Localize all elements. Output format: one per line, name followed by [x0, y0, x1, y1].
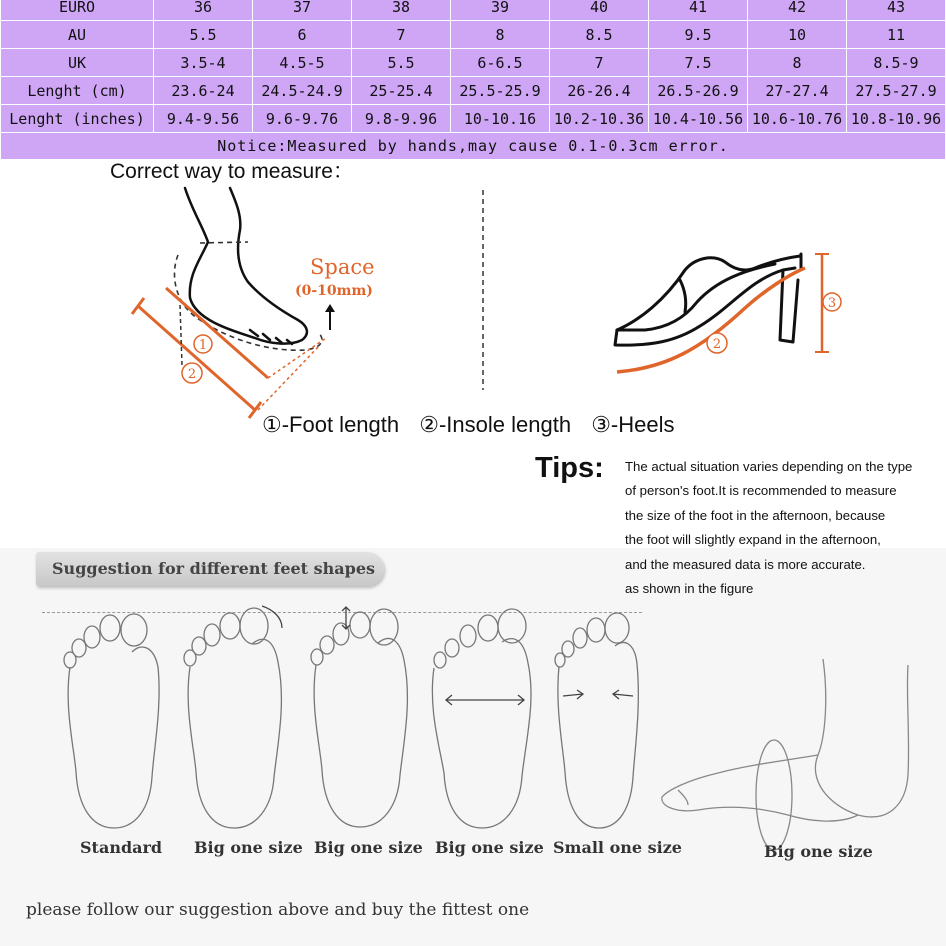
table-cell: 39 — [451, 0, 550, 21]
table-cell: 10-10.16 — [451, 105, 550, 133]
table-row — [1, 49, 946, 77]
tips-line: the foot will slightly expand in the afternoon, — [625, 532, 881, 548]
table-cell: 10.2-10.36 — [550, 105, 649, 133]
table-cell: 9.6-9.76 — [253, 105, 352, 133]
table-row — [1, 105, 946, 133]
table-cell: 8 — [748, 49, 847, 77]
table-cell: 9.4-9.56 — [154, 105, 253, 133]
table-cell: 9.5 — [649, 21, 748, 49]
size-table — [0, 0, 946, 160]
marker-2-label: 2 — [187, 367, 197, 382]
foot-label-standard: Standard — [80, 838, 163, 857]
tips-label: Tips: — [535, 452, 604, 484]
foot-label-big-one-size: Big one size — [435, 838, 544, 857]
notice-text: Notice:Measured by hands,may cause 0.1-0.3cm error. — [1, 133, 946, 160]
marker-2-label: 2 — [712, 337, 722, 352]
table-cell: 8.5 — [550, 21, 649, 49]
marker-3-label: 3 — [827, 296, 837, 311]
table-cell: 25-25.4 — [352, 77, 451, 105]
table-cell: 7 — [550, 49, 649, 77]
heel-shoe-illustration — [605, 240, 855, 385]
table-cell: 11 — [847, 21, 946, 49]
table-cell: 25.5-25.9 — [451, 77, 550, 105]
tips-line: as shown in the figure — [625, 581, 754, 597]
table-cell: 36 — [154, 0, 253, 21]
measure-legend — [262, 412, 688, 438]
table-cell: 10.6-10.76 — [748, 105, 847, 133]
row-label: UK — [1, 49, 154, 77]
space-range: (0-10mm) — [295, 283, 373, 299]
tips-line: and the measured data is more accurate. — [625, 556, 866, 572]
table-cell: 43 — [847, 0, 946, 21]
table-cell: 41 — [649, 0, 748, 21]
table-cell: 27-27.4 — [748, 77, 847, 105]
measure-title: Correct way to measure： — [110, 160, 354, 183]
foot-label-small-one-size: Small one size — [553, 838, 682, 857]
table-cell: 9.8-9.96 — [352, 105, 451, 133]
table-cell: 23.6-24 — [154, 77, 253, 105]
row-label: AU — [1, 21, 154, 49]
marker-1-label: 1 — [198, 338, 208, 353]
table-cell: 10 — [748, 21, 847, 49]
foot-measure-illustration — [130, 180, 400, 420]
row-label: Lenght (cm) — [1, 77, 154, 105]
table-cell: 7 — [352, 21, 451, 49]
row-label: Lenght (inches) — [1, 105, 154, 133]
table-row — [1, 77, 946, 105]
table-cell: 37 — [253, 0, 352, 21]
table-cell: 7.5 — [649, 49, 748, 77]
foot-label-big-one-size: Big one size — [314, 838, 423, 857]
table-cell: 10.4-10.56 — [649, 105, 748, 133]
feet-shapes-banner — [36, 552, 384, 586]
tips-line: The actual situation varies depending on the type — [625, 459, 913, 474]
table-row — [1, 0, 946, 21]
table-cell: 26.5-26.9 — [649, 77, 748, 105]
table-cell: 3.5-4 — [154, 49, 253, 77]
table-cell: 24.5-24.9 — [253, 77, 352, 105]
table-cell: 10.8-10.96 — [847, 105, 946, 133]
space-label: Space — [310, 255, 375, 279]
legend-insole-length: ②-Insole length — [419, 412, 572, 437]
tips-line: of person's foot.It is recommended to measure — [625, 483, 897, 499]
table-cell: 8.5-9 — [847, 49, 946, 77]
foot-outline-big-one-size — [428, 608, 540, 832]
table-cell: 8 — [451, 21, 550, 49]
foot-side-view-illustration — [658, 655, 918, 845]
table-cell: 42 — [748, 0, 847, 21]
table-cell: 6-6.5 — [451, 49, 550, 77]
footer-note: please follow our suggestion above and buy the fittest one — [26, 900, 530, 920]
section-divider — [480, 190, 486, 390]
table-cell: 5.5 — [352, 49, 451, 77]
tips-text — [625, 455, 940, 601]
table-cell: 6 — [253, 21, 352, 49]
table-cell: 4.5-5 — [253, 49, 352, 77]
foot-label-big-one-size: Big one size — [764, 842, 873, 861]
row-label: EURO — [1, 0, 154, 21]
table-cell: 40 — [550, 0, 649, 21]
table-cell: 27.5-27.9 — [847, 77, 946, 105]
foot-outline-standard — [62, 612, 166, 832]
table-cell: 26-26.4 — [550, 77, 649, 105]
tips-line: the size of the foot in the afternoon, because — [625, 507, 886, 523]
foot-label-big-one-size: Big one size — [194, 838, 303, 857]
foot-outline-small-one-size — [553, 612, 645, 832]
legend-foot-length: ①-Foot length — [262, 412, 400, 437]
foot-outline-big-one-size — [308, 605, 418, 832]
table-cell: 5.5 — [154, 21, 253, 49]
table-cell: 38 — [352, 0, 451, 21]
foot-outline-big-one-size — [182, 602, 292, 832]
table-row — [1, 21, 946, 49]
legend-heels: ③-Heels — [591, 412, 675, 437]
feet-shapes-title: Suggestion for different feet shapes — [52, 559, 376, 578]
